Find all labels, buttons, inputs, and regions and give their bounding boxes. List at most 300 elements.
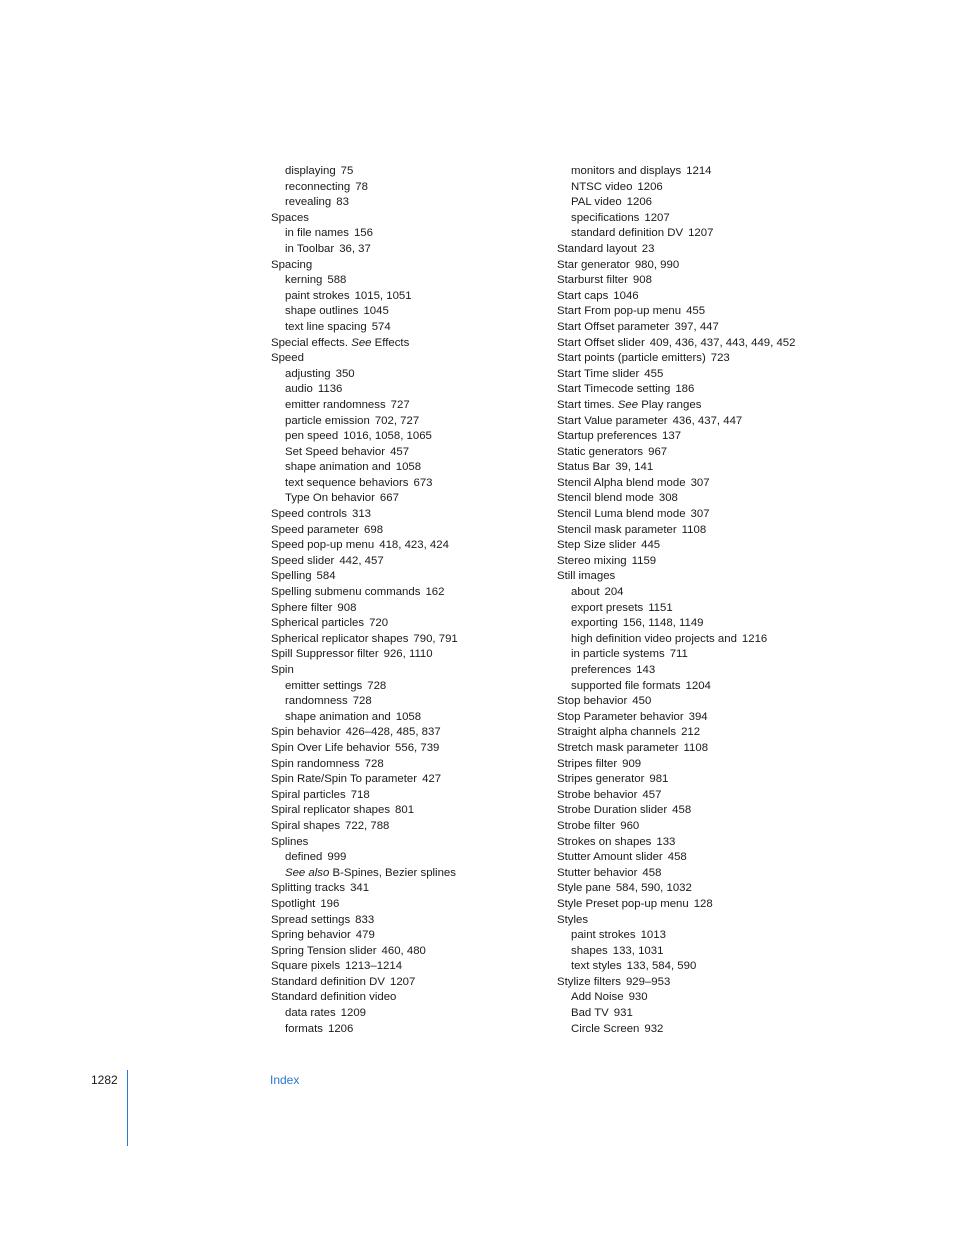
- entry-label: Splitting tracks: [271, 882, 346, 895]
- entry-label: Start Timecode setting: [557, 383, 671, 396]
- index-subentry: [271, 491, 541, 507]
- entry-pages: 83: [336, 196, 349, 209]
- index-entry: [557, 897, 817, 913]
- index-entry: [271, 351, 541, 367]
- entry-pages: 1045: [363, 305, 389, 318]
- index-column-right: [557, 164, 817, 1037]
- entry-pages: 156: [353, 227, 373, 240]
- entry-label: standard definition DV: [571, 227, 684, 240]
- index-subentry: [271, 382, 541, 398]
- entry-pages: 702, 727: [374, 414, 420, 427]
- entry-label: formats: [285, 1022, 323, 1035]
- see-target: B-Spines, Bezier splines: [332, 866, 456, 879]
- index-entry: [557, 710, 817, 726]
- entry-pages: 720: [369, 617, 389, 630]
- entry-label: Stripes generator: [557, 773, 645, 786]
- entry-pages: 1207: [389, 975, 416, 988]
- index-subentry: [271, 289, 541, 305]
- entry-pages: 143: [636, 664, 656, 676]
- entry-pages: 584: [316, 570, 336, 583]
- entry-label: data rates: [285, 1007, 336, 1020]
- index-subentry: [557, 959, 817, 975]
- index-subentry: [271, 429, 541, 445]
- entry-label: Styles: [557, 913, 589, 926]
- entry-label: Star generator: [557, 258, 630, 271]
- index-entry: [557, 258, 817, 274]
- entry-pages: 418, 423, 424: [379, 539, 449, 552]
- entry-label: NTSC video: [571, 180, 633, 193]
- entry-pages: 455: [686, 305, 706, 318]
- index-entry: [557, 382, 817, 398]
- index-entry: [557, 429, 817, 445]
- entry-label: Spring Tension slider: [271, 944, 377, 957]
- entry-label: Standard definition DV: [271, 975, 385, 988]
- index-entry: [271, 959, 541, 975]
- entry-label: Spin Rate/Spin To parameter: [271, 773, 418, 786]
- entry-label: Stylize filters: [557, 975, 621, 988]
- index-entry: [557, 725, 817, 741]
- entry-pages: 722, 788: [345, 819, 390, 832]
- index-subentry: [557, 585, 817, 601]
- entry-label: displaying: [285, 165, 336, 177]
- entry-label: Spiral replicator shapes: [271, 804, 391, 817]
- entry-label: monitors and displays: [571, 165, 682, 177]
- index-subentry: [271, 476, 541, 492]
- entry-label: supported file formats: [571, 679, 681, 692]
- entry-pages: 1058: [395, 461, 422, 474]
- see-reference: See: [617, 398, 639, 411]
- index-entry: [271, 211, 541, 227]
- index-entry: [271, 944, 541, 960]
- entry-label: text styles: [571, 960, 622, 973]
- entry-pages: 790, 791: [413, 632, 458, 645]
- entry-label: Still images: [557, 570, 616, 583]
- entry-label: PAL video: [571, 196, 622, 209]
- index-subentry: [557, 944, 817, 960]
- entry-pages: 711: [669, 648, 688, 661]
- entry-pages: 450: [632, 695, 652, 708]
- entry-pages: 156, 1148, 1149: [622, 617, 704, 630]
- index-subentry: [271, 679, 541, 695]
- footer-section-title: Index: [270, 1073, 300, 1087]
- entry-label: Stencil Luma blend mode: [557, 508, 686, 521]
- entry-pages: 1046: [613, 289, 639, 302]
- entry-pages: 457: [642, 788, 662, 801]
- index-entry: [557, 569, 817, 585]
- entry-pages: 409, 436, 437, 443, 449, 452: [649, 336, 796, 349]
- index-entry: [271, 538, 541, 554]
- index-subentry: [271, 195, 541, 211]
- page-number: 1282: [91, 1073, 118, 1087]
- entry-label: Start times.: [557, 398, 615, 411]
- entry-label: Style Preset pop-up menu: [557, 897, 689, 910]
- index-entry: [557, 351, 817, 367]
- entry-pages: 445: [641, 539, 661, 552]
- index-subentry: [557, 1006, 817, 1022]
- index-entry: [557, 850, 817, 866]
- index-entry: [557, 242, 817, 258]
- entry-pages: 1013: [640, 929, 666, 942]
- entry-pages: 1108: [683, 741, 709, 754]
- entry-label: Stencil blend mode: [557, 492, 654, 505]
- footer-divider: [127, 1070, 128, 1146]
- index-subentry: [557, 647, 817, 663]
- entry-pages: 556, 739: [395, 741, 440, 754]
- entry-pages: 588: [327, 274, 347, 287]
- entry-label: in particle systems: [571, 648, 665, 661]
- entry-pages: 967: [648, 445, 668, 458]
- entry-label: text line spacing: [285, 320, 367, 333]
- entry-pages: 1214: [686, 165, 712, 177]
- entry-label: Speed: [271, 352, 304, 365]
- index-entry: [557, 476, 817, 492]
- entry-pages: 960: [620, 819, 640, 832]
- entry-pages: 162: [425, 586, 445, 599]
- entry-label: Spacing: [271, 258, 313, 271]
- entry-label: Spelling submenu commands: [271, 586, 421, 599]
- index-subentry: [557, 679, 817, 695]
- entry-pages: 584, 590, 1032: [615, 882, 692, 895]
- entry-label: Stencil Alpha blend mode: [557, 476, 686, 489]
- index-entry: [271, 803, 541, 819]
- index-entry: [557, 913, 817, 929]
- entry-label: Special effects.: [271, 336, 349, 349]
- entry-pages: 458: [667, 851, 687, 864]
- entry-pages: 308: [658, 492, 678, 505]
- entry-pages: 1206: [626, 196, 652, 209]
- entry-pages: 39, 141: [615, 461, 654, 474]
- entry-pages: 133, 584, 590: [626, 960, 697, 973]
- index-entry: [557, 554, 817, 570]
- index-entry: [271, 258, 541, 274]
- entry-label: in Toolbar: [285, 242, 335, 255]
- entry-label: high definition video projects and: [571, 632, 737, 645]
- index-subentry: [271, 273, 541, 289]
- index-entry: [271, 336, 541, 352]
- entry-pages: 667: [379, 492, 399, 505]
- entry-label: Stereo mixing: [557, 554, 627, 567]
- index-subentry: [271, 445, 541, 461]
- entry-pages: 698: [364, 523, 384, 536]
- entry-label: Stutter behavior: [557, 866, 638, 879]
- index-entry: [557, 367, 817, 383]
- entry-label: Spin Over Life behavior: [271, 741, 391, 754]
- entry-pages: 833: [355, 913, 375, 926]
- entry-pages: 1016, 1058, 1065: [343, 430, 432, 443]
- entry-pages: 313: [352, 508, 372, 521]
- entry-label: shapes: [571, 944, 608, 957]
- index-entry: [557, 289, 817, 305]
- entry-label: Spelling: [271, 570, 312, 583]
- index-subentry: [271, 320, 541, 336]
- entry-label: in file names: [285, 227, 349, 240]
- entry-label: Strobe behavior: [557, 788, 638, 801]
- entry-pages: 307: [690, 508, 710, 521]
- entry-pages: 442, 457: [339, 554, 384, 567]
- index-entry: [557, 866, 817, 882]
- entry-pages: 455: [644, 367, 664, 380]
- index-entry: [557, 273, 817, 289]
- see-reference: See: [351, 336, 372, 349]
- entry-label: Stop behavior: [557, 695, 628, 708]
- entry-label: Strobe Duration slider: [557, 804, 668, 817]
- entry-label: export presets: [571, 601, 644, 614]
- entry-pages: 1159: [631, 554, 657, 567]
- entry-label: shape animation and: [285, 461, 391, 474]
- entry-label: Spotlight: [271, 897, 316, 910]
- entry-label: Start Time slider: [557, 367, 640, 380]
- index-entry: [557, 757, 817, 773]
- entry-label: reconnecting: [285, 180, 351, 193]
- entry-label: Spiral particles: [271, 788, 346, 801]
- index-entry: [557, 788, 817, 804]
- entry-label: Sphere filter: [271, 601, 333, 614]
- entry-label: Bad TV: [571, 1007, 609, 1020]
- index-entry: [557, 320, 817, 336]
- index-subentry: [271, 367, 541, 383]
- entry-pages: 981: [649, 773, 669, 786]
- entry-label: defined: [285, 851, 323, 864]
- entry-label: specifications: [571, 211, 640, 224]
- entry-label: Spin randomness: [271, 757, 360, 770]
- index-entry: [271, 616, 541, 632]
- entry-pages: 980, 990: [634, 258, 680, 271]
- entry-label: Set Speed behavior: [285, 445, 386, 458]
- entry-pages: 75: [340, 165, 354, 177]
- entry-pages: 196: [320, 897, 340, 910]
- index-subentry: [271, 226, 541, 242]
- entry-label: Start Offset parameter: [557, 320, 670, 333]
- entry-label: Speed slider: [271, 554, 335, 567]
- entry-pages: 932: [644, 1022, 664, 1035]
- entry-pages: 1204: [685, 679, 711, 692]
- entry-label: Strobe filter: [557, 819, 616, 832]
- entry-label: paint strokes: [285, 289, 350, 302]
- index-entry: [271, 569, 541, 585]
- entry-pages: 426–428, 485, 837: [345, 726, 441, 739]
- index-entry: [557, 881, 817, 897]
- entry-pages: 718: [350, 788, 370, 801]
- entry-label: Stencil mask parameter: [557, 523, 677, 536]
- index-entry: [557, 336, 817, 352]
- entry-label: exporting: [571, 617, 618, 630]
- entry-label: Speed parameter: [271, 523, 360, 536]
- index-entry: [557, 507, 817, 523]
- entry-pages: 1136: [317, 383, 343, 396]
- entry-pages: 427: [422, 773, 442, 786]
- entry-pages: 1209: [340, 1007, 367, 1020]
- entry-label: shape outlines: [285, 305, 359, 318]
- entry-pages: 929–953: [625, 975, 671, 988]
- entry-label: Stripes filter: [557, 757, 618, 770]
- index-entry: [271, 913, 541, 929]
- entry-label: Standard layout: [557, 242, 637, 255]
- entry-pages: 673: [413, 476, 433, 489]
- entry-label: Speed controls: [271, 508, 347, 521]
- entry-pages: 1207: [644, 211, 670, 224]
- entry-pages: 908: [632, 274, 652, 287]
- entry-pages: 436, 437, 447: [672, 414, 743, 427]
- entry-pages: 908: [337, 601, 357, 614]
- entry-label: Status Bar: [557, 461, 611, 474]
- entry-label: Spin: [271, 664, 294, 676]
- entry-label: Startup preferences: [557, 430, 658, 443]
- index-entry: [557, 772, 817, 788]
- entry-pages: 137: [662, 430, 682, 443]
- index-entry: [271, 897, 541, 913]
- entry-pages: 801: [395, 804, 415, 817]
- entry-label: text sequence behaviors: [285, 476, 409, 489]
- index-entry: [557, 975, 817, 991]
- entry-label: preferences: [571, 664, 632, 676]
- entry-pages: 728: [367, 679, 387, 692]
- entry-label: Static generators: [557, 445, 644, 458]
- index-entry: [557, 460, 817, 476]
- entry-pages: 397, 447: [674, 320, 719, 333]
- entry-label: Strokes on shapes: [557, 835, 652, 848]
- entry-label: Start From pop-up menu: [557, 305, 682, 318]
- entry-label: Straight alpha channels: [557, 726, 677, 739]
- index-entry: [271, 585, 541, 601]
- index-subentry: [271, 180, 541, 196]
- index-subentry: [557, 990, 817, 1006]
- index-subentry: [557, 180, 817, 196]
- entry-pages: 1216: [741, 632, 768, 645]
- entry-pages: 36, 37: [339, 242, 371, 255]
- entry-label: paint strokes: [571, 929, 636, 942]
- index-subentry: [271, 414, 541, 430]
- index-entry: [271, 772, 541, 788]
- index-entry: [271, 835, 541, 851]
- index-entry: [271, 523, 541, 539]
- entry-pages: 728: [364, 757, 384, 770]
- index-entry: [271, 663, 541, 679]
- entry-label: Spherical replicator shapes: [271, 632, 409, 645]
- entry-pages: 23: [641, 242, 655, 255]
- index-subentry: [557, 195, 817, 211]
- entry-label: Start Offset slider: [557, 336, 645, 349]
- see-reference: See also: [285, 866, 330, 879]
- entry-label: about: [571, 586, 600, 599]
- index-entry: [557, 694, 817, 710]
- entry-label: Stutter Amount slider: [557, 851, 663, 864]
- entry-label: Splines: [271, 835, 309, 848]
- entry-pages: 930: [628, 991, 648, 1004]
- index-subentry: [557, 1022, 817, 1038]
- entry-pages: 128: [693, 897, 713, 910]
- entry-pages: 999: [327, 851, 347, 864]
- entry-pages: 458: [672, 804, 692, 817]
- entry-label: Spill Suppressor filter: [271, 648, 379, 661]
- index-entry: [557, 523, 817, 539]
- index-entry: [271, 647, 541, 663]
- index-entry: [271, 554, 541, 570]
- index-entry: [271, 975, 541, 991]
- entry-label: audio: [285, 383, 313, 396]
- index-entry: [557, 835, 817, 851]
- entry-label: Start Value parameter: [557, 414, 668, 427]
- index-entry: [557, 803, 817, 819]
- entry-pages: 350: [335, 367, 355, 380]
- see-target: Effects: [374, 336, 410, 349]
- entry-pages: 1015, 1051: [354, 289, 412, 302]
- entry-label: Circle Screen: [571, 1022, 640, 1035]
- entry-label: Stretch mask parameter: [557, 741, 679, 754]
- entry-pages: 212: [681, 726, 701, 739]
- entry-label: Spiral shapes: [271, 819, 341, 832]
- index-entry: [271, 757, 541, 773]
- entry-label: emitter settings: [285, 679, 363, 692]
- index-subentry: [271, 1022, 541, 1038]
- entry-pages: 926, 1110: [383, 648, 433, 661]
- entry-label: Start points (particle emitters): [557, 352, 706, 365]
- entry-pages: 133: [656, 835, 676, 848]
- index-subentry: [271, 164, 541, 180]
- entry-pages: 1058: [395, 710, 422, 723]
- index-subentry: [557, 601, 817, 617]
- entry-pages: 458: [642, 866, 662, 879]
- index-entry: [557, 538, 817, 554]
- entry-label: emitter randomness: [285, 398, 386, 411]
- entry-pages: 1151: [648, 601, 673, 614]
- entry-label: kerning: [285, 274, 323, 287]
- index-subentry: [557, 226, 817, 242]
- index-entry: [271, 725, 541, 741]
- entry-label: Square pixels: [271, 960, 341, 973]
- index-entry: [271, 741, 541, 757]
- index-subentry: [271, 866, 541, 882]
- entry-pages: 204: [604, 586, 624, 599]
- index-subentry: [557, 928, 817, 944]
- entry-pages: 133, 1031: [612, 944, 664, 957]
- index-subentry: [557, 663, 817, 679]
- entry-pages: 307: [690, 476, 710, 489]
- index-entry: [557, 414, 817, 430]
- entry-pages: 909: [622, 757, 642, 770]
- entry-pages: 728: [352, 695, 372, 708]
- index-entry: [271, 819, 541, 835]
- index-subentry: [271, 304, 541, 320]
- index-subentry: [271, 398, 541, 414]
- entry-label: Start caps: [557, 289, 609, 302]
- index-subentry: [557, 164, 817, 180]
- entry-label: Standard definition video: [271, 991, 397, 1004]
- index-entry: [557, 491, 817, 507]
- entry-label: Spin behavior: [271, 726, 341, 739]
- entry-pages: 1206: [327, 1022, 354, 1035]
- entry-label: Style pane: [557, 882, 611, 895]
- entry-label: Stop Parameter behavior: [557, 710, 684, 723]
- entry-label: Spring behavior: [271, 929, 351, 942]
- entry-pages: 727: [390, 398, 410, 411]
- entry-label: Speed pop-up menu: [271, 539, 375, 552]
- entry-pages: 931: [613, 1007, 633, 1020]
- entry-pages: 78: [355, 180, 368, 193]
- entry-label: Starburst filter: [557, 274, 628, 287]
- entry-pages: 186: [675, 383, 695, 396]
- index-subentry: [271, 242, 541, 258]
- entry-label: shape animation and: [285, 710, 391, 723]
- entry-label: Spaces: [271, 211, 309, 224]
- entry-pages: 1213–1214: [345, 960, 403, 973]
- index-entry: [557, 819, 817, 835]
- index-entry: [557, 304, 817, 320]
- entry-pages: 394: [688, 710, 708, 723]
- index-subentry: [557, 616, 817, 632]
- index-subentry: [271, 460, 541, 476]
- see-target: Play ranges: [641, 398, 702, 411]
- index-entry: [271, 990, 541, 1006]
